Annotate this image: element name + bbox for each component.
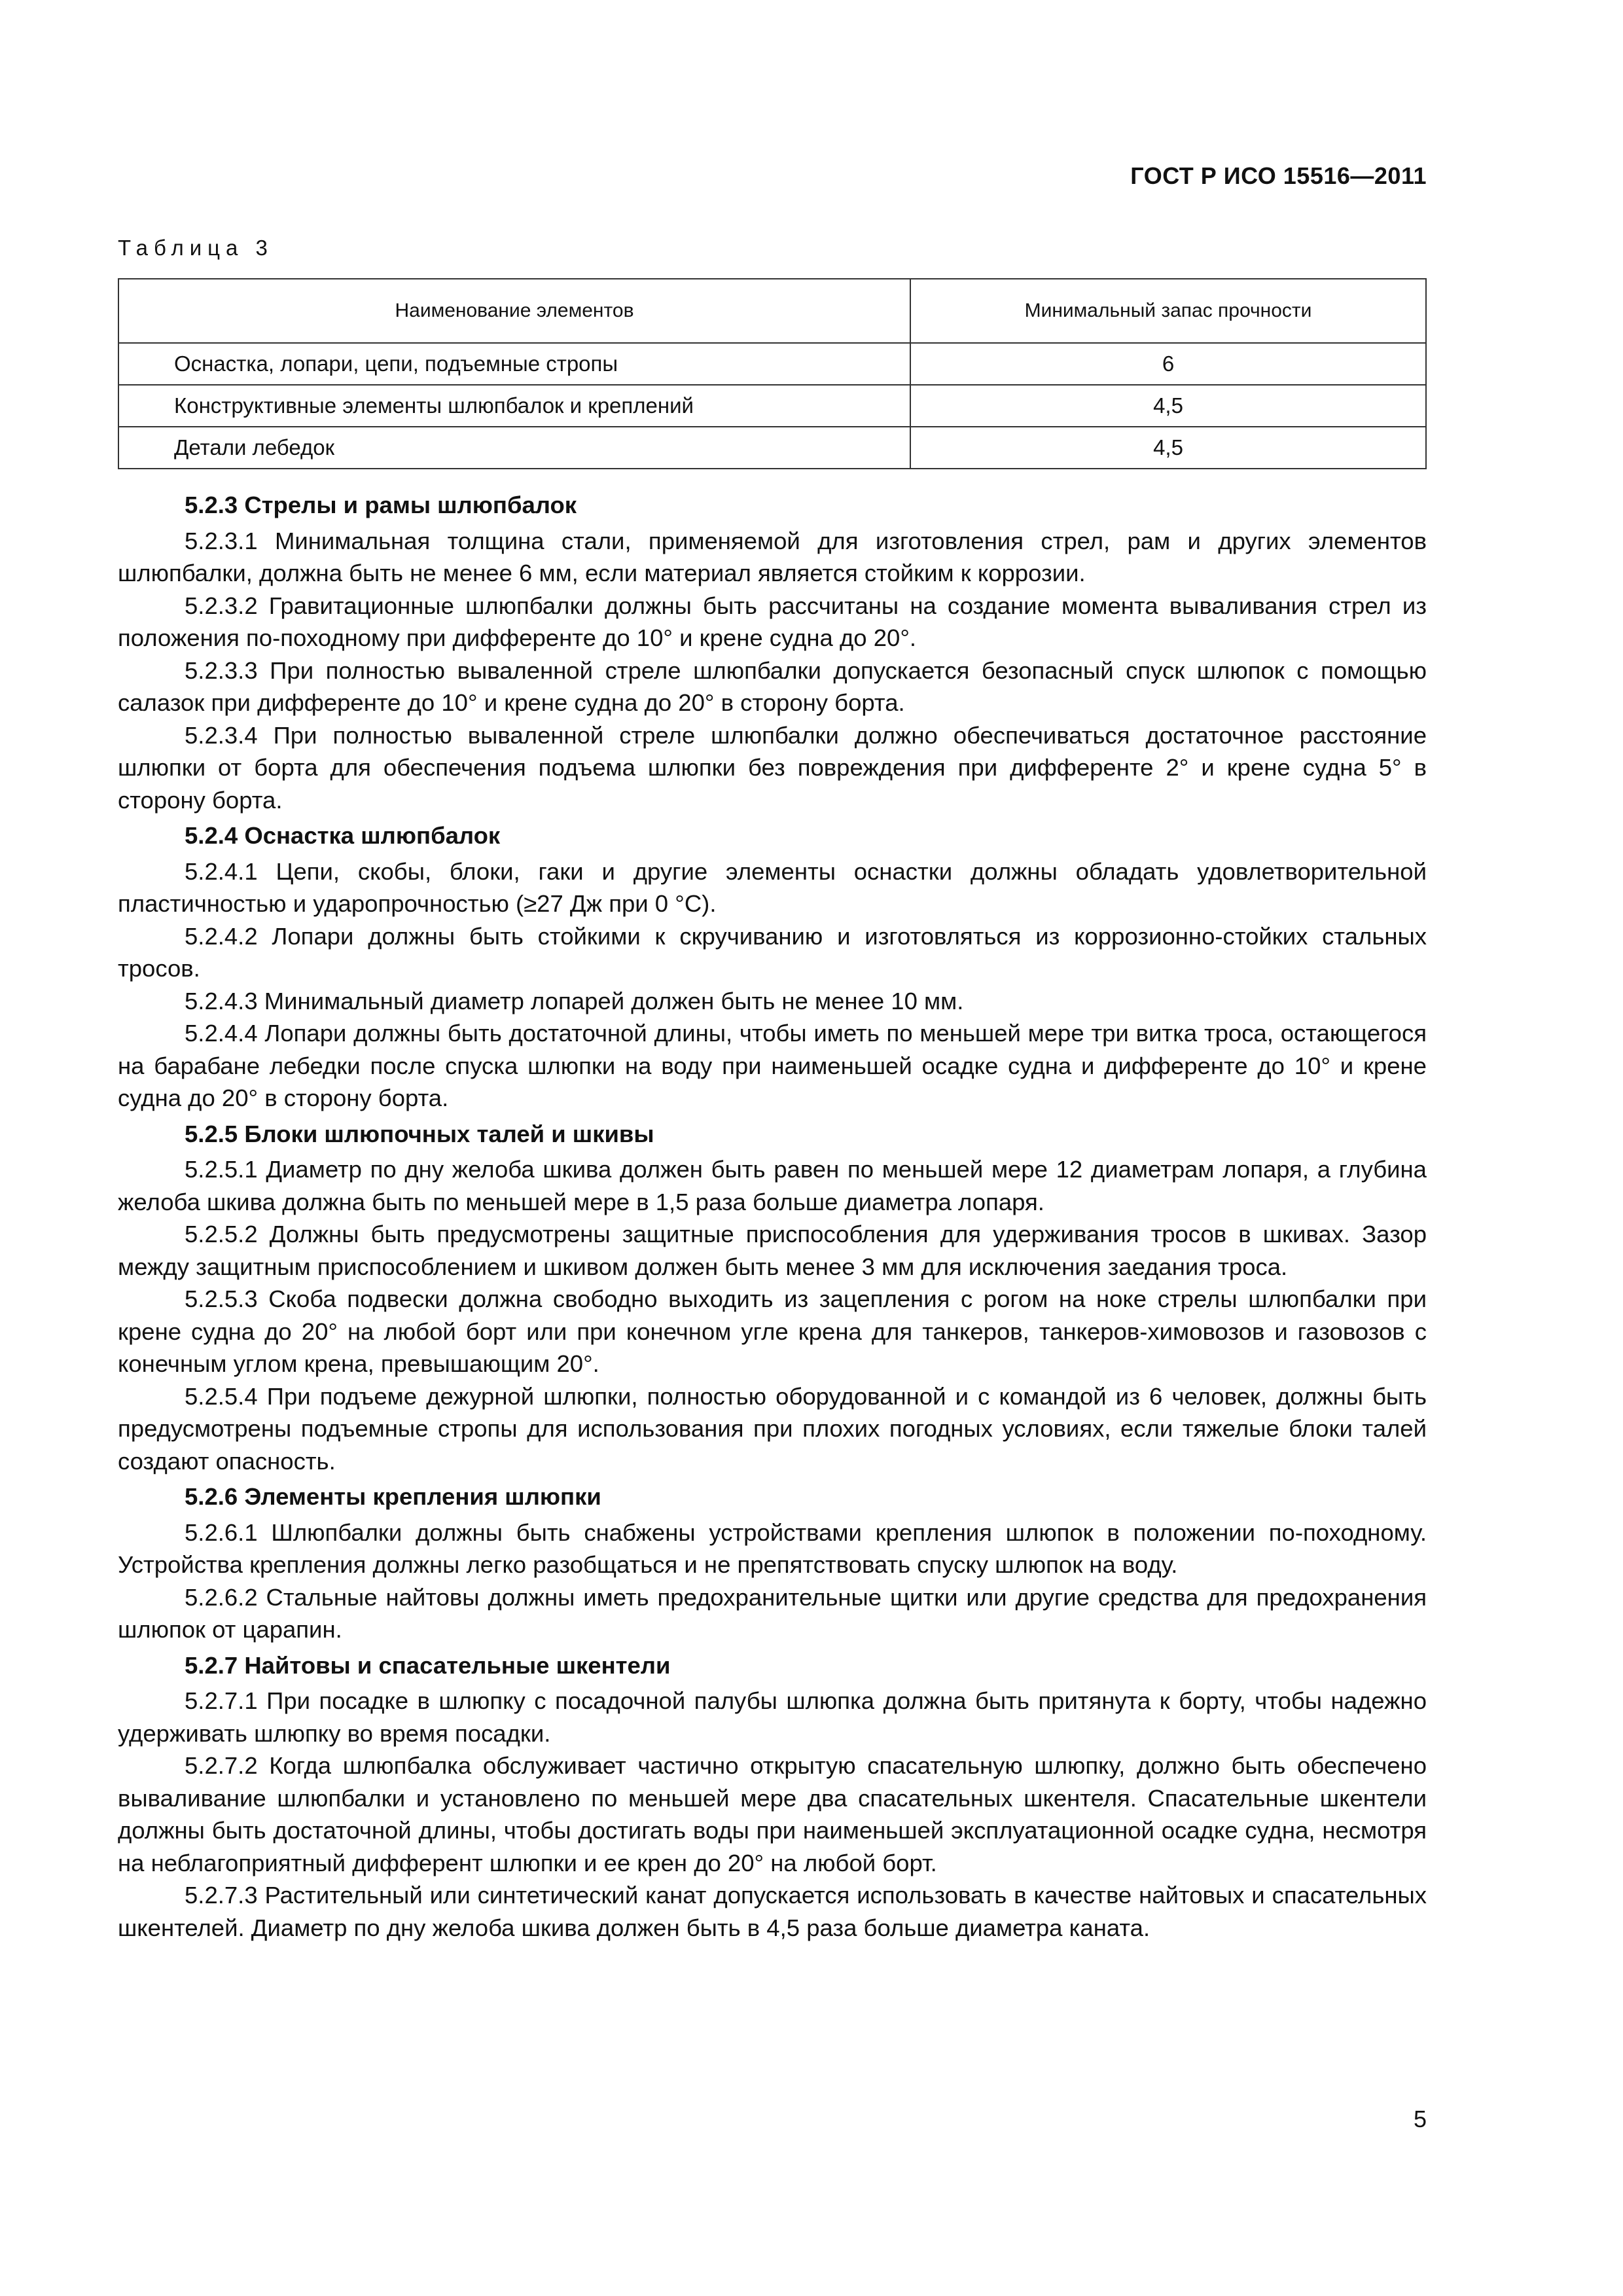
paragraph: 5.2.3.3 При полностью вываленной стреле шлюпбалки допускается безопасный спуск шлюпок с помощью салазок при дифференте до 10° и крене судна до 20° в сторону борта. [118,656,1427,716]
paragraph: 5.2.5.3 Скоба подвески должна свободно выходить из зацепления с рогом на ноке стрелы шлюпбалки при крене судна до 20° на любой борт или при конечном угле крена для танкеров, танкеров-химовозов и газовозов с конечным углом крена, превышающим 20°. [118,1285,1427,1377]
section-heading: 5.2.7 Найтовы и спасательные шкентели [185,1651,671,1679]
section-heading: 5.2.6 Элементы крепления шлюпки [185,1483,601,1510]
paragraph: 5.2.7.1 При посадке в шлюпку с посадочной палубы шлюпка должна быть притянута к борту, чтобы надежно удерживать шлюпку во время посадки. [118,1687,1427,1747]
table-cell-name: Конструктивные элементы шлюпбалок и креплений [118,385,910,427]
paragraph: 5.2.6.1 Шлюпбалки должны быть снабжены устройствами крепления шлюпок в положении по-походному. Устройства крепления должны легко разобщаться и не препятствовать спуску шлюпок на воду. [118,1518,1427,1578]
paragraph: 5.2.3.2 Гравитационные шлюпбалки должны быть рассчитаны на создание момента вываливания стрел из положения по-походному при дифференте до 10° и крене судна до 20°. [118,592,1427,651]
table-cell-name: Детали лебедок [118,427,910,469]
paragraph: 5.2.5.2 Должны быть предусмотрены защитные приспособления для удерживания тросов в шкивах. Зазор между защитным приспособлением и шкивом должен быть менее 3 мм для исключения заедания троса. [118,1221,1427,1280]
document-body [118,486,1427,1944]
section-heading: 5.2.4 Оснастка шлюпбалок [185,822,501,849]
table-cell-name: Оснастка, лопари, цепи, подъемные стропы [118,343,910,385]
paragraph: 5.2.3.4 При полностью вываленной стреле шлюпбалки должно обеспечиваться достаточное расстояние шлюпки от борта для обеспечения подъема шлюпки без повреждения при дифференте 2° и крене судна 5° в сторону борта. [118,721,1427,814]
section-heading: 5.2.3 Стрелы и рамы шлюпбалок [185,492,577,518]
document-code: ГОСТ Р ИСО 15516—2011 [1130,162,1427,189]
section-heading: 5.2.5 Блоки шлюпочных талей и шкивы [185,1120,654,1147]
paragraph: 5.2.5.4 При подъеме дежурной шлюпки, полностью оборудованной и с командой из 6 человек, должны быть предусмотрены подъемные стропы для использования при плохих погодных условиях, если тяжелые блоки талей создают опасность. [118,1382,1427,1475]
paragraph: 5.2.6.2 Стальные найтовы должны иметь предохранительные щитки или другие средства для предохранения шлюпок от царапин. [118,1583,1427,1643]
page-number: 5 [1413,2106,1427,2132]
column-header-safety-factor: Минимальный запас прочности [910,279,1426,343]
paragraph: 5.2.4.2 Лопари должны быть стойкими к скручиванию и изготовляться из коррозионно-стойких стальных тросов. [118,922,1427,982]
paragraph: 5.2.4.1 Цепи, скобы, блоки, гаки и другие элементы оснастки должны обладать удовлетворительной пластичностью и ударопрочностью (≥27 Дж при 0 °С). [118,857,1427,917]
strength-table [118,278,1427,469]
table-caption: Таблица 3 [118,236,274,260]
table-row [118,385,1426,427]
table-cell-value: 4,5 [910,385,1426,427]
paragraph: 5.2.4.4 Лопари должны быть достаточной длины, чтобы иметь по меньшей мере три витка троса, остающегося на барабане лебедки после спуска шлюпки на воду при наименьшей осадке судна и дифференте до 10° и крене судна до 20° в сторону борта. [118,1020,1427,1111]
table-row [118,427,1426,469]
table-cell-value: 4,5 [910,427,1426,469]
paragraph: 5.2.5.1 Диаметр по дну желоба шкива должен быть равен по меньшей мере 12 диаметрам лопаря, а глубина желоба шкива должна быть по меньшей мере в 1,5 раза больше диаметра лопаря. [118,1156,1427,1215]
paragraph: 5.2.7.2 Когда шлюпбалка обслуживает частично открытую спасательную шлюпку, должно быть обеспечено вываливание шлюпбалки и установлено по меньшей мере два спасательных шкентеля. Спасательные шкентели должны быть достаточной длины, чтобы достигать воды при наименьшей эксплуатационной осадке судна, несмотря на неблагоприятный дифферент шлюпки и ее крен до 20° на любой борт. [118,1752,1427,1876]
paragraph: 5.2.4.3 Минимальный диаметр лопарей должен быть не менее 10 мм. [185,987,964,1014]
column-header-name: Наименование элементов [118,279,910,343]
table-cell-value: 6 [910,343,1426,385]
table-row [118,343,1426,385]
paragraph: 5.2.3.1 Минимальная толщина стали, применяемой для изготовления стрел, рам и других элементов шлюпбалки, должна быть не менее 6 мм, если материал является стойким к коррозии. [118,527,1427,586]
paragraph: 5.2.7.3 Растительный или синтетический канат допускается использовать в качестве найтовых и спасательных шкентелей. Диаметр по дну желоба шкива должен быть в 4,5 раза больше диаметра каната. [118,1882,1427,1941]
table-header-row [118,279,1426,343]
